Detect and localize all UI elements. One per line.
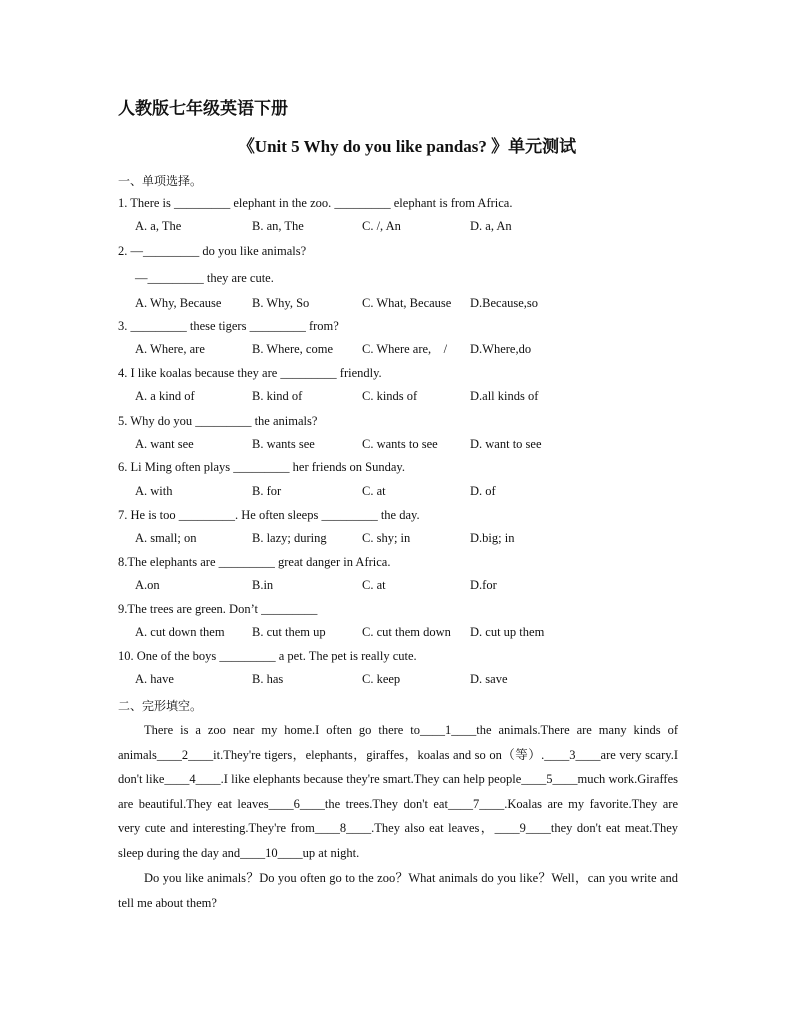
option-c: C. shy; in — [362, 531, 411, 545]
question-4: 4. I like koalas because they are _________ friendly. — [118, 366, 382, 380]
options-5 — [135, 437, 695, 453]
question-7: 7. He is too _________. He often sleeps _________ the day. — [118, 508, 420, 522]
options-6 — [135, 484, 695, 500]
question-2-line2: —_________ they are cute. — [135, 271, 274, 285]
option-a: A. a, The — [135, 219, 182, 233]
option-d: D.Because,so — [470, 296, 539, 310]
option-a: A.on — [135, 578, 160, 592]
option-a: A. a kind of — [135, 389, 195, 403]
document-title: 人教版七年级英语下册 — [118, 99, 288, 119]
option-c: C. at — [362, 578, 386, 592]
option-c: C. cut them down — [362, 625, 451, 639]
question-1: 1. There is _________ elephant in the zoo. _________ elephant is from Africa. — [118, 196, 513, 210]
options-7 — [135, 531, 695, 547]
section2-heading: 二、完形填空。 — [118, 699, 203, 713]
options-9 — [135, 625, 695, 641]
option-a: A. Where, are — [135, 342, 205, 356]
options-2 — [135, 296, 695, 312]
options-8 — [135, 578, 695, 594]
question-8: 8.The elephants are _________ great danger in Africa. — [118, 555, 391, 569]
option-a: A. have — [135, 672, 174, 686]
option-b: B. Why, So — [252, 296, 310, 310]
option-c: C. keep — [362, 672, 401, 686]
question-5: 5. Why do you _________ the animals? — [118, 414, 318, 428]
option-d: D. cut up them — [470, 625, 545, 639]
option-a: A. want see — [135, 437, 194, 451]
unit-title-cn: 单元测试 — [508, 137, 577, 157]
option-c: C. kinds of — [362, 389, 418, 403]
option-a: A. with — [135, 484, 173, 498]
option-d: D. save — [470, 672, 508, 686]
option-b: B. cut them up — [252, 625, 326, 639]
option-b: B. kind of — [252, 389, 303, 403]
option-b: B. for — [252, 484, 282, 498]
option-b: B. wants see — [252, 437, 315, 451]
option-d: D.Where,do — [470, 342, 532, 356]
option-b: B. an, The — [252, 219, 304, 233]
question-10: 10. One of the boys _________ a pet. The pet is really cute. — [118, 649, 417, 663]
options-3 — [135, 342, 695, 358]
options-1 — [135, 219, 695, 235]
section1-heading: 一、单项选择。 — [118, 174, 203, 188]
option-a: A. small; on — [135, 531, 197, 545]
option-c: C. at — [362, 484, 386, 498]
question-2: 2. —_________ do you like animals? — [118, 244, 307, 258]
option-c: C. /, An — [362, 219, 401, 233]
option-d: D. a, An — [470, 219, 512, 233]
option-b: B. has — [252, 672, 284, 686]
options-4 — [135, 389, 695, 405]
question-3: 3. _________ these tigers _________ from? — [118, 319, 339, 333]
option-c: C. Where are, / — [362, 342, 448, 356]
option-b: B. Where, come — [252, 342, 333, 356]
option-d: D.for — [470, 578, 497, 592]
option-d: D.big; in — [470, 531, 515, 545]
option-a: A. Why, Because — [135, 296, 222, 310]
question-9: 9.The trees are green. Don’t _________ — [118, 602, 318, 616]
options-10 — [135, 672, 695, 688]
closing-paragraph: Do you like animals？Do you often go to the zoo？What animals do you like？Well，can you write and tell me about them? — [118, 871, 678, 910]
question-6: 6. Li Ming often plays _________ her friends on Sunday. — [118, 460, 405, 474]
cloze-passage: There is a zoo near my home.I often go there to____1____the animals.There are many kinds of animals____2____it.They're tigers，elephants，giraffes，koalas and so on（等）.____3____are very scary.I don't like____4____.I like elephants because they're smart.They can help people____5____much work.Giraffes are beautiful.They eat leaves____6____the trees.They don't eat____7____.Koalas are my favorite.They are very cute and interesting.They're from____8____.They also eat leaves，____9____they don't eat meat.They sleep during the day and____10____up at night. — [118, 723, 678, 860]
option-d: D. want to see — [470, 437, 542, 451]
option-b: B.in — [252, 578, 274, 592]
option-d: D.all kinds of — [470, 389, 539, 403]
option-d: D. of — [470, 484, 496, 498]
option-c: C. What, Because — [362, 296, 452, 310]
option-a: A. cut down them — [135, 625, 225, 639]
option-c: C. wants to see — [362, 437, 438, 451]
unit-title-en: 《Unit 5 Why do you like pandas? 》 — [237, 137, 509, 156]
unit-title — [0, 132, 794, 157]
option-b: B. lazy; during — [252, 531, 327, 545]
